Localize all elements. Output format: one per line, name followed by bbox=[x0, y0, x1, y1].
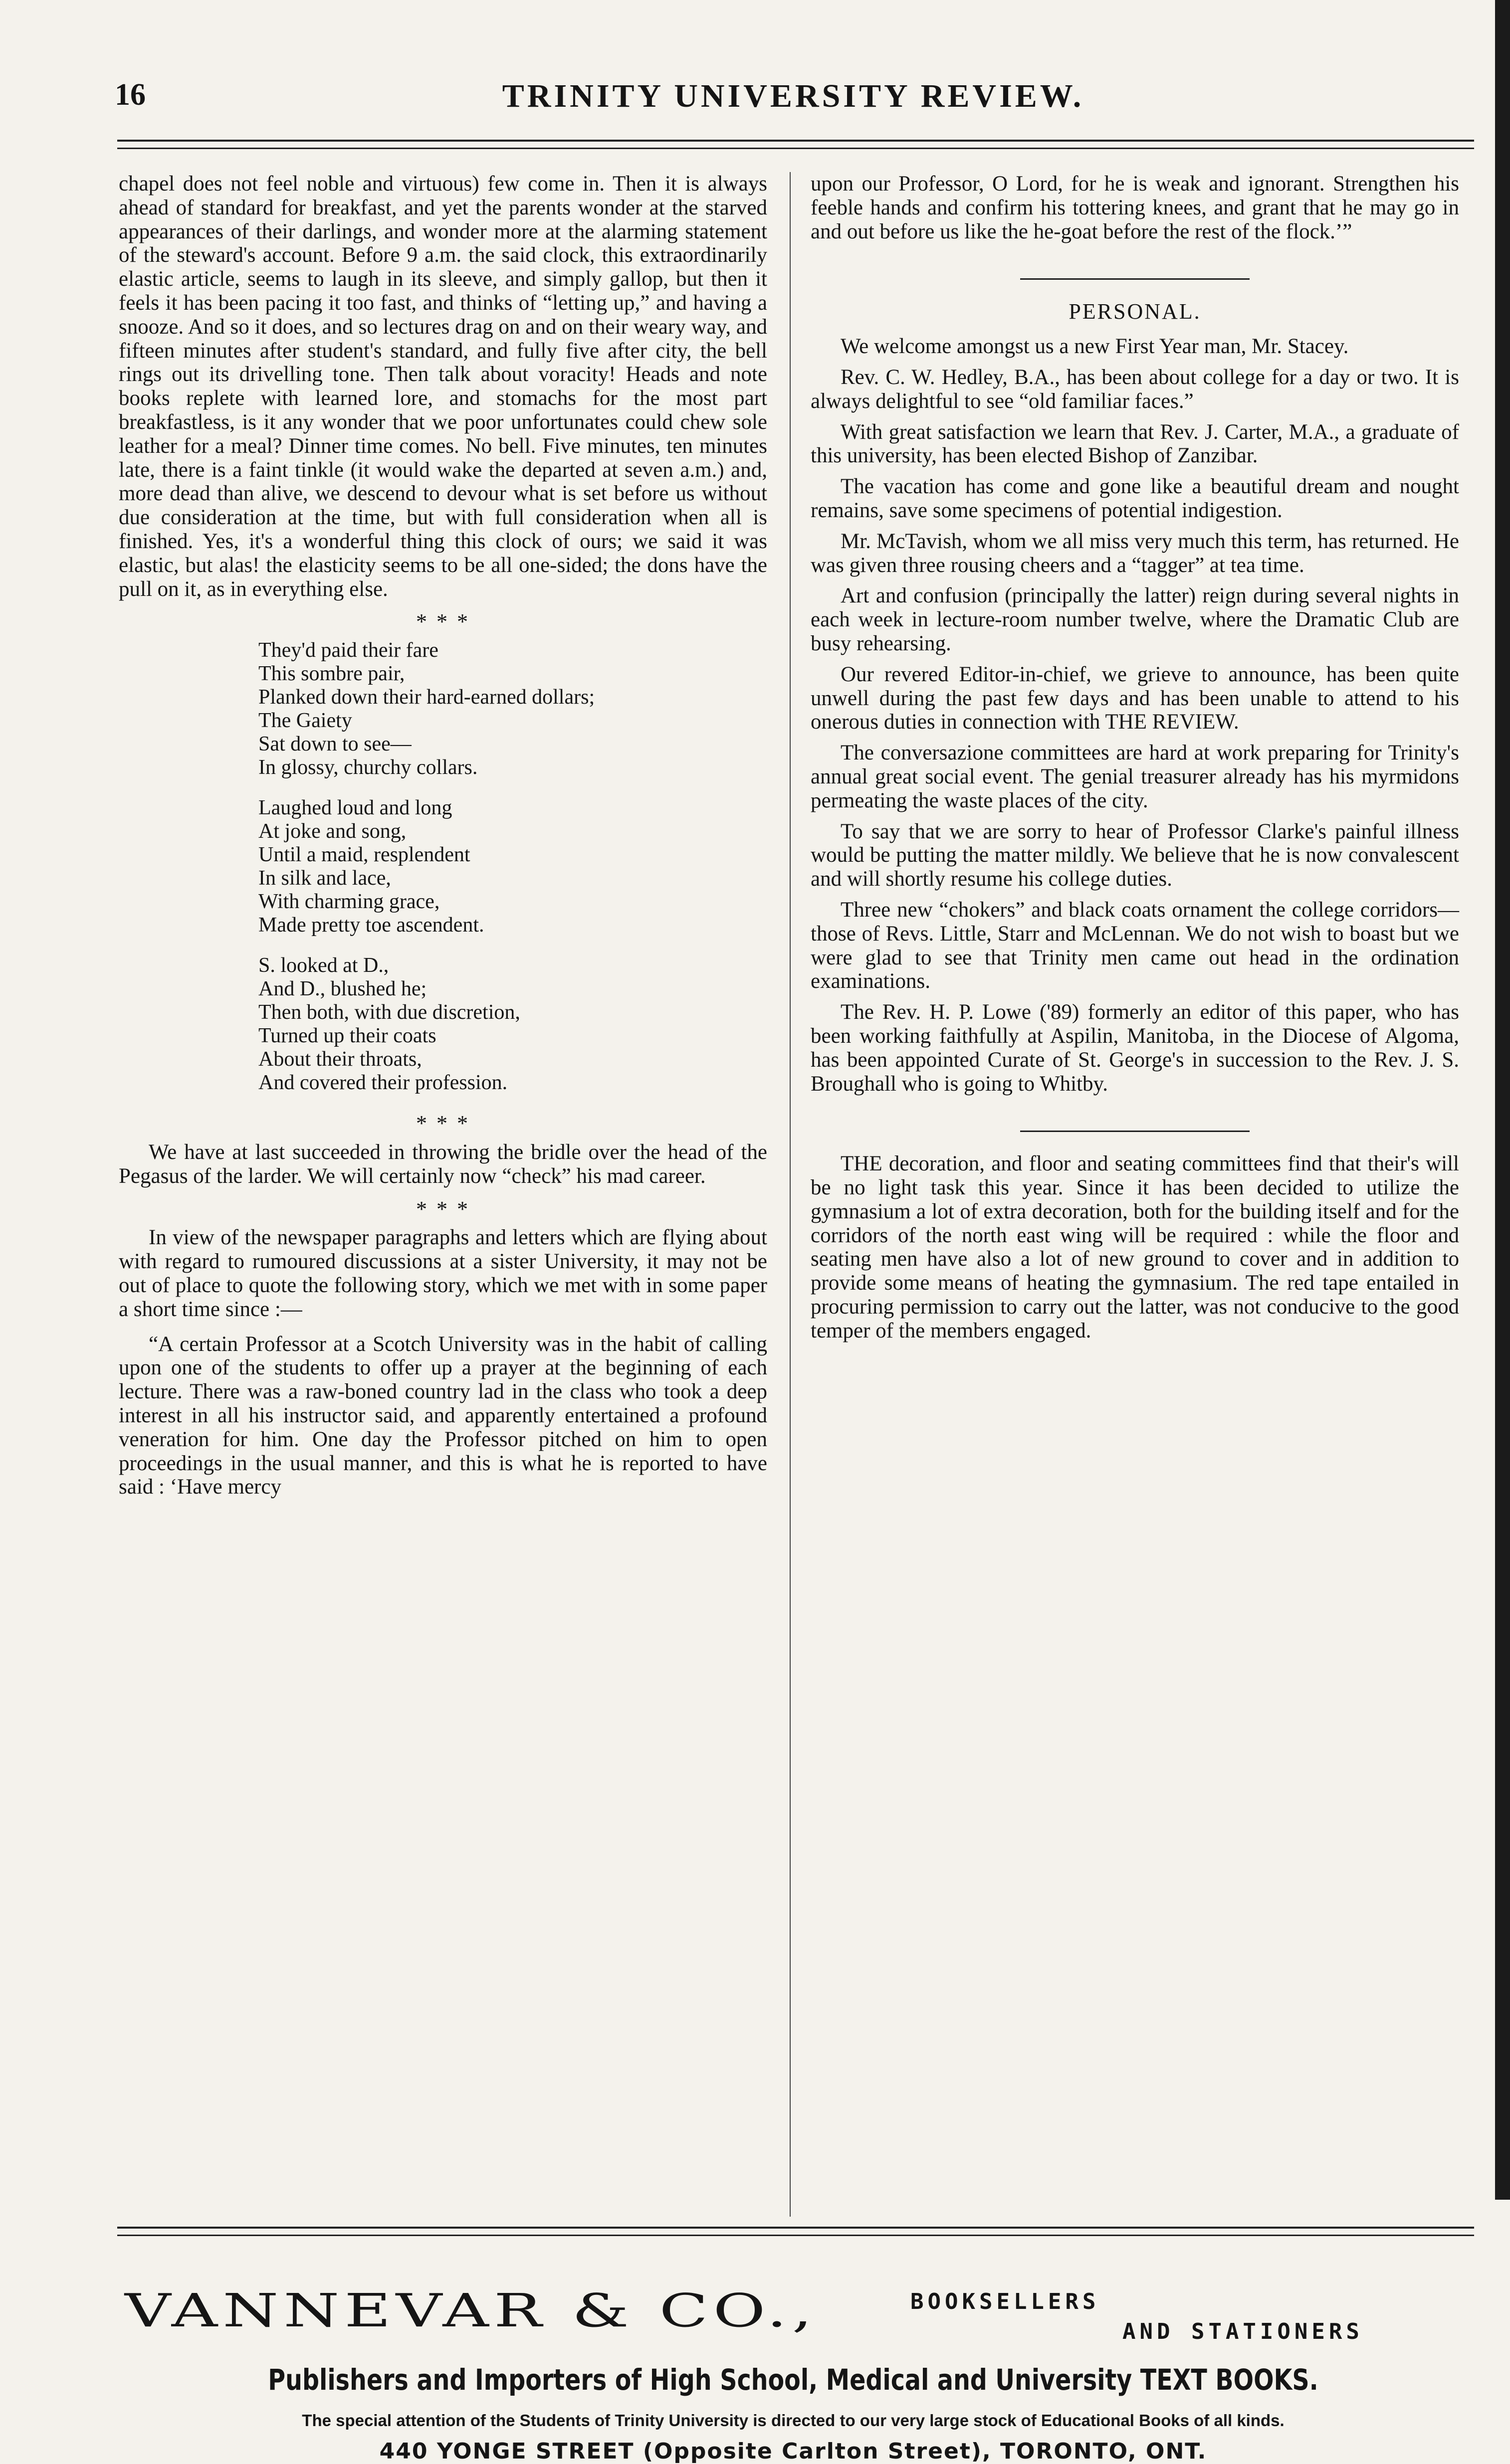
ad-top-rule bbox=[117, 2227, 1474, 2229]
poem-stanza-2 bbox=[258, 796, 767, 937]
poem-line: About their throats, bbox=[258, 1048, 422, 1071]
poem-line: Then both, with due discretion, bbox=[258, 1001, 520, 1024]
personal-item: Rev. C. W. Hedley, B.A., has been about college for a day or two. It is always delightful to see “old familiar faces.” bbox=[811, 365, 1459, 413]
column-divider bbox=[790, 172, 791, 2217]
personal-heading: PERSONAL. bbox=[1069, 299, 1201, 324]
poem-line: In glossy, churchy collars. bbox=[258, 756, 478, 779]
header-rule bbox=[117, 140, 1474, 142]
poem-stanza-3 bbox=[258, 954, 767, 1095]
ad-publishers-line: Publishers and Importers of High School, Medical and University TEXT BOOKS. bbox=[268, 2363, 1318, 2397]
personal-item: With great satisfaction we learn that Rev. J. Carter, M.A., a graduate of this university, has been elected Bishop of Zanzibar. bbox=[811, 420, 1459, 468]
poem-line: At joke and song, bbox=[258, 820, 407, 843]
advertiser-name: VANNEVAR & CO., bbox=[125, 2284, 818, 2338]
poem-line: Sat down to see— bbox=[258, 733, 412, 756]
newspaper-paragraph: In view of the newspaper paragraphs and letters which are flying about with regard to rumoured discussions at a sister University, it may not be out of place to quote the following story, which we met with in some paper a short time since :— bbox=[119, 1226, 767, 1321]
section-rule bbox=[1020, 278, 1250, 280]
page-edge-shadow bbox=[1495, 0, 1510, 2200]
poem-line: With charming grace, bbox=[258, 890, 440, 914]
poem-line: Made pretty toe ascendent. bbox=[258, 914, 484, 937]
poem-line: Laughed loud and long bbox=[258, 796, 452, 820]
section-separator: * * * bbox=[416, 609, 470, 634]
poem-line: And D., blushed he; bbox=[258, 977, 427, 1001]
professor-story-paragraph: “A certain Professor at a Scotch University was in the habit of calling upon one of the students to offer up a prayer at the beginning of each lecture. There was a raw-boned country lad in the class who took a deep interest in all his instructor said, and apparently entertained a profound veneration for him. One day the Professor pitched on him to open proceedings in the usual manner, and this is what he is reported to have said : ‘Have mercy bbox=[119, 1332, 767, 1499]
section-separator: * * * bbox=[416, 1196, 470, 1221]
personal-item: We welcome amongst us a new First Year man, Mr. Stacey. bbox=[841, 335, 1349, 359]
ad-special-attention-line: The special attention of the Students of Trinity University is directed to our very large stock of Educational Books of all kinds. bbox=[302, 2411, 1285, 2430]
booksellers-label: BOOKSELLERS bbox=[910, 2289, 1100, 2314]
personal-item: The conversazione committees are hard at work preparing for Trinity's annual great social event. The genial treasurer already has his myrmidons permeating the waste places of the city. bbox=[811, 741, 1459, 812]
journal-title: TRINITY UNIVERSITY REVIEW. bbox=[502, 78, 1084, 114]
personal-item: Art and confusion (principally the latter) reign during several nights in each week in lecture-room number twelve, where the Dramatic Club are busy rehearsing. bbox=[811, 584, 1459, 655]
poem-line: This sombre pair, bbox=[258, 662, 405, 686]
personal-item: To say that we are sorry to hear of Professor Clarke's painful illness would be putting the matter mildly. We believe that he is now convalescent and will shortly resume his college duties. bbox=[811, 819, 1459, 891]
personal-item: Three new “chokers” and black coats ornament the college corridors—those of Revs. Little, Starr and McLennan. We do not wish to boast but we were glad to see that Trinity men came out head in the ordination examinations. bbox=[811, 898, 1459, 993]
poem-line: And covered their profession. bbox=[258, 1071, 508, 1095]
poem-line: Planked down their hard-earned dollars; bbox=[258, 686, 595, 709]
poem-line: The Gaiety bbox=[258, 709, 352, 733]
ad-top-rule-double bbox=[117, 2235, 1474, 2236]
section-separator: * * * bbox=[416, 1111, 470, 1136]
page-header bbox=[115, 77, 1472, 127]
stationers-label: AND STATIONERS bbox=[1122, 2319, 1363, 2344]
pegasus-paragraph: We have at last succeeded in throwing the bridle over the head of the Pegasus of the larder. We will certainly now “check” his mad career. bbox=[119, 1140, 767, 1188]
clock-paragraph: chapel does not feel noble and virtuous) few come in. Then it is always ahead of standard for breakfast, and yet the parents wonder at the starved appearances of their darlings, and wonder more at the alarming statement of the steward's account. Before 9 a.m. the said clock, this extraordinarily elastic article, seems to laugh in its sleeve, and simply gallop, but then it feels it has been pacing it too fast, and thinks of “letting up,” and having a snooze. And so it does, and so lectures drag on and on their weary way, and fifteen minutes after student's standard, and fully five after city, the bell rings out its drivelling tone. Then talk about voracity! Heads and note books replete with learned lore, and stomachs for the most part breakfastless, is it any wonder that we poor unfortunates could chew sole leather for a meal? Dinner time comes. No bell. Five minutes, ten minutes late, there is a faint tinkle (it would wake the departed at seven a.m.) and, more dead than alive, we descend to devour what is set before us without due consideration at the time, but with full consideration when all is finished. Yes, it's a wonderful thing this clock of ours; we said it was elastic, but alas! the elasticity seems to be all one-sided; the dons have the pull on it, as in everything else. bbox=[119, 172, 767, 601]
right-column bbox=[811, 172, 1459, 1350]
poem-line: S. looked at D., bbox=[258, 954, 389, 977]
committees-paragraph: THE decoration, and floor and seating committees find that their's will be no light task this year. Since it has been decided to utilize the gymnasium a lot of extra decoration, both for the building itself and for the corridors of the north east wing will be required : while the floor and seating men have also a lot of new ground to cover and in addition to provide some means of heating the gymnasium. The red tape entailed in procuring permission to carry out the latter, was not conducive to the good temper of the members engaged. bbox=[811, 1152, 1459, 1342]
page-number: 16 bbox=[115, 78, 146, 112]
personal-item: The Rev. H. P. Lowe ('89) formerly an editor of this paper, who has been working faithfully at Aspilin, Manitoba, in the Diocese of Algoma, has been appointed Curate of St. George's in succession to the Rev. J. S. Broughall who is going to Whitby. bbox=[811, 1000, 1459, 1096]
poem-line: Turned up their coats bbox=[258, 1024, 436, 1048]
poem bbox=[258, 639, 767, 1095]
ad-address-line: 440 YONGE STREET (Opposite Carlton Street), TORONTO, ONT. bbox=[379, 2439, 1207, 2464]
poem-line: In silk and lace, bbox=[258, 867, 391, 890]
personal-item: Our revered Editor-in-chief, we grieve to announce, has been quite unwell during the past few days and has been unable to attend to his onerous duties in connection with THE REVIEW. bbox=[811, 662, 1459, 734]
poem-stanza-1 bbox=[258, 639, 767, 779]
poem-line: Until a maid, resplendent bbox=[258, 843, 470, 867]
header-rule-double bbox=[117, 148, 1474, 149]
personal-item: The vacation has come and gone like a beautiful dream and nought remains, save some specimens of potential indigestion. bbox=[811, 475, 1459, 522]
section-rule bbox=[1020, 1131, 1250, 1132]
poem-line: They'd paid their fare bbox=[258, 639, 438, 662]
personal-item: Mr. McTavish, whom we all miss very much this term, has returned. He was given three rousing cheers and a “tagger” at tea time. bbox=[811, 529, 1459, 577]
left-column bbox=[119, 172, 767, 1499]
prayer-continuation: upon our Professor, O Lord, for he is weak and ignorant. Strengthen his feeble hands and confirm his tottering knees, and grant that he may go in and out before us like the he-goat before the rest of the flock.’” bbox=[811, 172, 1459, 243]
